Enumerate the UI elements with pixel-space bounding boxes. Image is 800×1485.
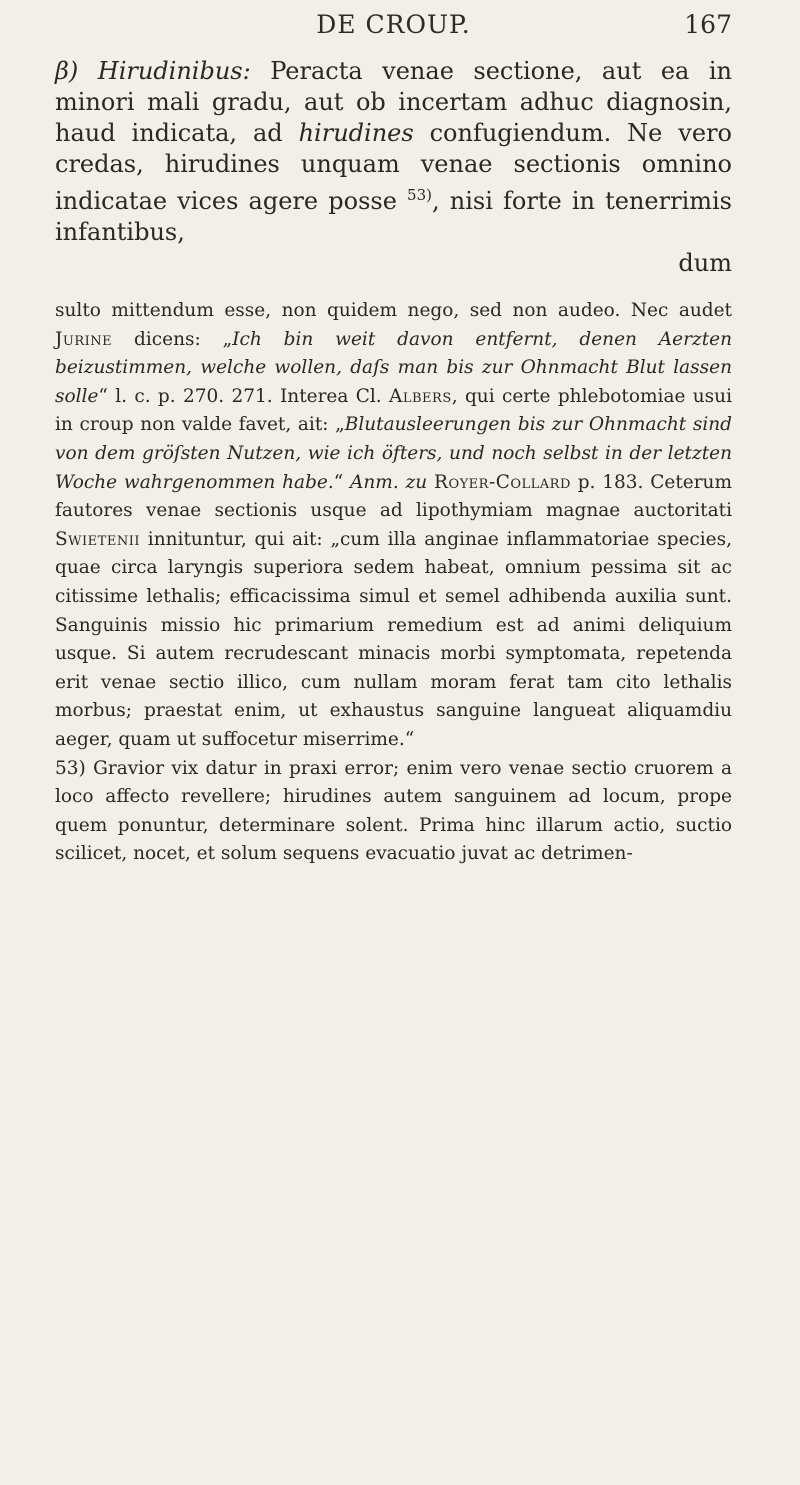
german-quote: Ich bin weit davon entfernt, denen Aerzten beizustimmen, welche wollen, daſs man bis zur Ohnmacht Blut lassen solle: [55, 328, 733, 407]
text-run: Peracta venae sectione, aut ea in minori mali gradu, aut ob incertam adhuc diagnosin, haud indicata, ad: [55, 57, 732, 147]
catchword: dum: [678, 249, 732, 277]
main-text: [55, 56, 732, 279]
text-run: , qui certe phlebotomiae usui in croup non valde favet, ait: „: [55, 385, 732, 436]
text-run: , nisi forte in tenerrimis infantibus,: [55, 187, 732, 246]
german-quote: Blutausleerungen bis zur Ohnmacht sind von dem gröſsten Nutzen, wie ich öfters, und noch selbst in der letzten Woche wahrgenommen habe.: [55, 414, 732, 493]
text-run: sulto mittendum esse, non quidem nego, sed non audeo. Nec audet: [55, 300, 732, 321]
running-head: DE CROUP.: [316, 10, 471, 39]
text-run: dicens: „: [112, 328, 233, 350]
section-label: β): [55, 57, 79, 85]
page-header: [55, 0, 732, 48]
text-run: “ l. c. p. 270. 271. Interea Cl.: [98, 385, 390, 407]
author-name: Swietenii: [55, 528, 140, 550]
text-run: “: [333, 471, 351, 493]
footnote-53: 53) Gravior vix datur in praxi error; enim vero venae sectio cruorem a loco affecto revellere; hirudines autem sanguinem ad locum, prope quem ponuntur, determinare solent. Prima hinc illarum actio, suctio scilicet, nocet, et solum sequens evacuatio juvat ac detrimen-: [55, 757, 732, 865]
citation-italic: Anm. zu: [350, 471, 428, 493]
italic-term: hirudines: [298, 119, 414, 147]
text-run: p. 183. Ceterum fautores venae sectionis usque ad lipothymiam magnae auctoritati: [55, 471, 733, 522]
text-run: confugiendum. Ne vero credas, hirudines unquam venae sectionis omnino indicatae vices agere posse: [55, 119, 732, 215]
text-run: innituntur, qui ait: „cum illa anginae inflammatoriae species, quae circa laryngis superiora sedem habeat, omnium pessima sit ac citissime lethalis; efficacissima simul et semel adhibenda auxilia sunt. Sanguinis missio hic primarium remedium est ad animi deliquium usque. Si autem recrudescant minacis morbi symptomata, repetenda erit venae sectio illico, cum nullam moram ferat tam cito lethalis morbus; praestat enim, ut exhaustus sanguine langueat aliquamdiu aeger, quam ut suffocetur miserrime.“: [55, 528, 732, 750]
page-number: 167: [684, 10, 732, 39]
author-name: Royer-Collard: [434, 471, 571, 493]
section-title: Hirudinibus:: [97, 57, 251, 85]
author-name: Jurine: [55, 328, 113, 350]
author-name: Albers: [389, 385, 452, 407]
footnote-ref: 53): [407, 186, 432, 204]
footnotes: [55, 297, 732, 869]
footnote-continued: [55, 297, 732, 755]
